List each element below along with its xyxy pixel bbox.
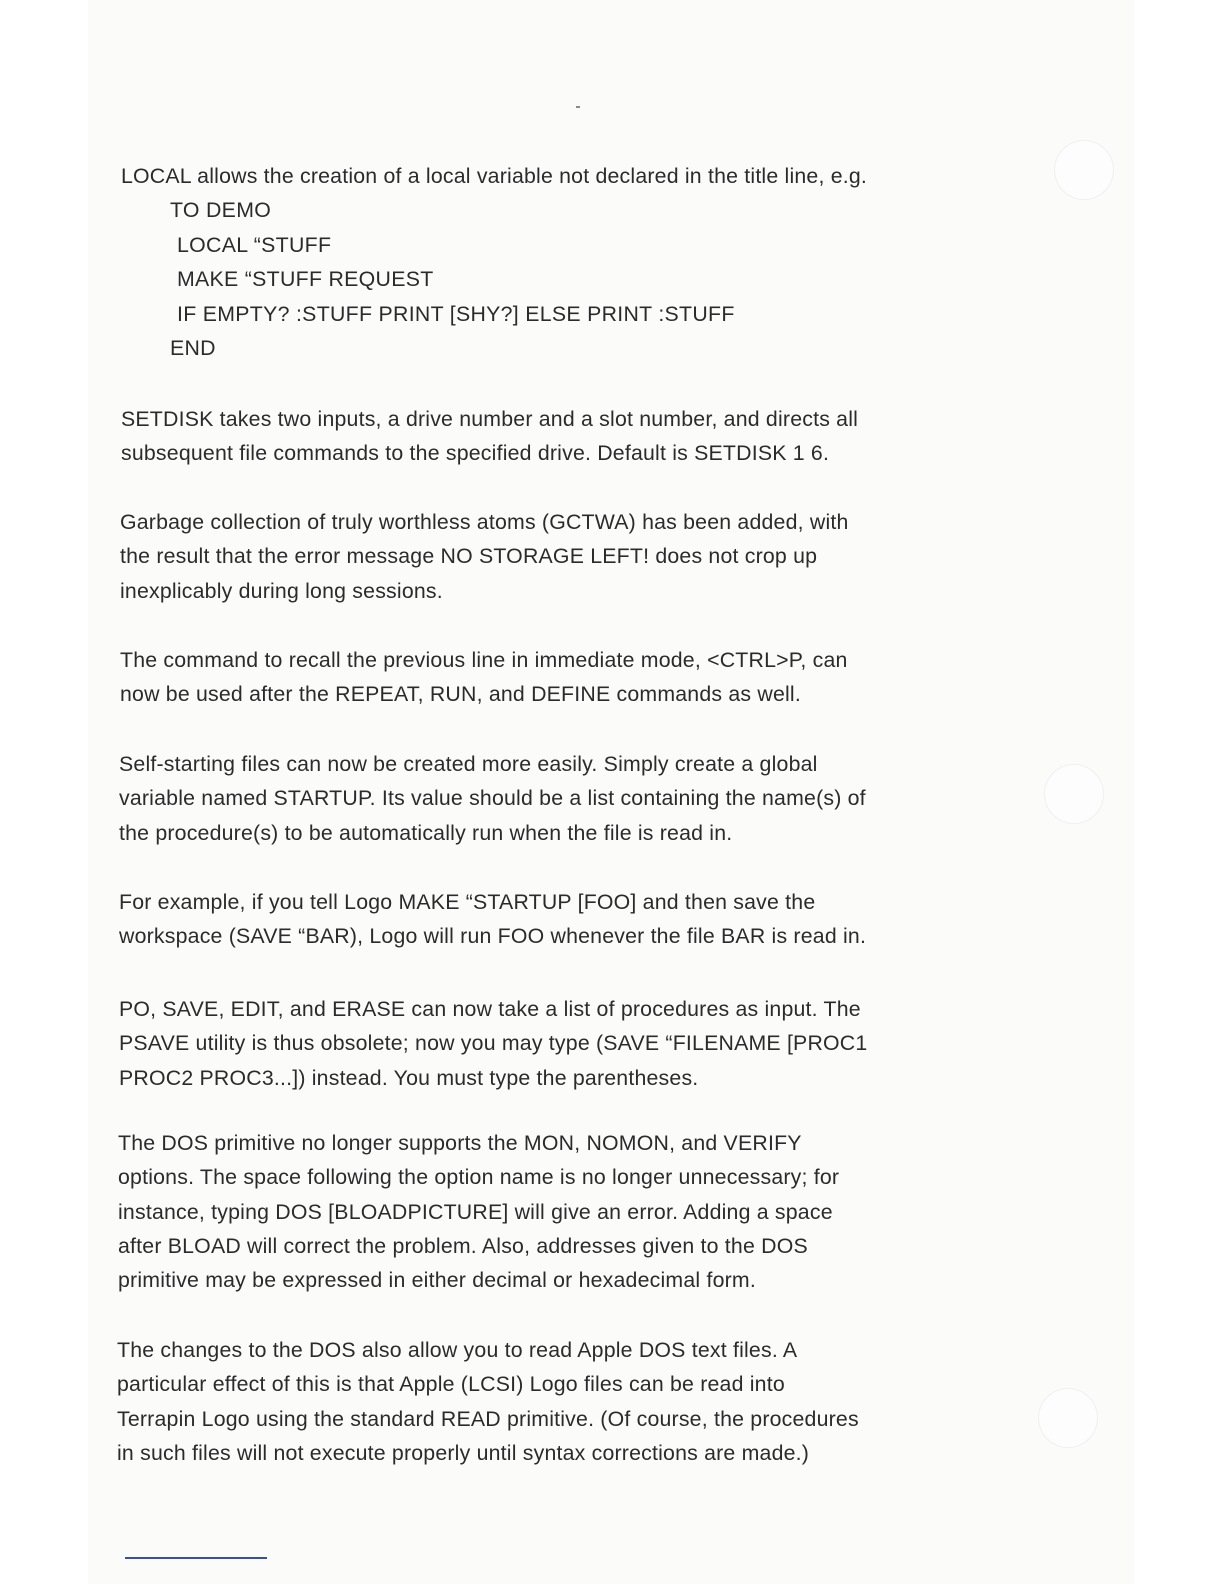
text-line: inexplicably during long sessions. [120,578,443,603]
text-line: options. The space following the option name is no longer unnecessary; for [118,1165,840,1190]
ctrl-p-paragraph [120,643,950,712]
setdisk-paragraph [121,402,951,471]
scan-speck [576,106,580,108]
text-line: SETDISK takes two inputs, a drive number and a slot number, and directs all [121,407,859,431]
code-example [170,193,735,366]
apple-dos-paragraph [117,1333,947,1470]
code-line: TO DEMO [170,198,272,222]
footnote-rule [125,1557,267,1559]
text-line: The changes to the DOS also allow you to read Apple DOS text files. A [117,1338,798,1362]
text-line: PSAVE utility is thus obsolete; now you may type (SAVE “FILENAME [PROC1 [119,1031,868,1056]
code-line: IF EMPTY? :STUFF PRINT [SHY?] ELSE PRINT :STUFF [177,301,735,326]
code-line: LOCAL “STUFF [177,232,332,257]
text-line: PROC2 PROC3...]) instead. You must type the parentheses. [119,1065,699,1090]
scan-artifact-circle [1038,1388,1098,1448]
text-line: particular effect of this is that Apple (LCSI) Logo files can be read into [117,1372,785,1397]
text-line: variable named STARTUP. Its value should be a list containing the name(s) of [119,786,866,811]
text-line: workspace (SAVE “BAR), Logo will run FOO whenever the file BAR is read in. [119,924,867,949]
text-line: The command to recall the previous line in immediate mode, <CTRL>P, can [120,648,848,672]
intro-paragraph [121,159,961,193]
code-line: MAKE “STUFF REQUEST [177,267,434,291]
text-line: primitive may be expressed in either decimal or hexadecimal form. [118,1268,756,1293]
text-line: Self-starting files can now be created more easily. Simply create a global [119,752,818,776]
startup-example-paragraph [119,885,949,954]
startup-paragraph [119,747,949,850]
text-line: the result that the error message NO STORAGE LEFT! does not crop up [120,544,818,569]
text-line: For example, if you tell Logo MAKE “STARTUP [FOO] and then save the [119,890,816,914]
text-line: subsequent file commands to the specified drive. Default is SETDISK 1 6. [121,441,830,466]
text-line: PO, SAVE, EDIT, and ERASE can now take a list of procedures as input. The [119,997,861,1021]
text-line: The DOS primitive no longer supports the MON, NOMON, and VERIFY [118,1131,802,1155]
procedure-list-paragraph [119,992,949,1095]
text-line: the procedure(s) to be automatically run when the file is read in. [119,820,733,845]
text-line: in such files will not execute properly until syntax corrections are made.) [117,1440,810,1465]
text-line: now be used after the REPEAT, RUN, and DEFINE commands as well. [120,682,801,707]
text-line: Terrapin Logo using the standard READ primitive. (Of course, the procedures [117,1406,859,1431]
scan-artifact-circle [1054,140,1114,200]
dos-primitive-paragraph [118,1126,948,1297]
text-line: instance, typing DOS [BLOADPICTURE] will give an error. Adding a space [118,1199,833,1224]
gctwa-paragraph [120,505,950,608]
text-line: Garbage collection of truly worthless atoms (GCTWA) has been added, with [120,510,849,534]
code-line: END [170,336,216,360]
text-line: LOCAL allows the creation of a local variable not declared in the title line, e.g. [121,164,868,188]
text-line: after BLOAD will correct the problem. Also, addresses given to the DOS [118,1233,808,1258]
scan-artifact-circle [1044,764,1104,824]
